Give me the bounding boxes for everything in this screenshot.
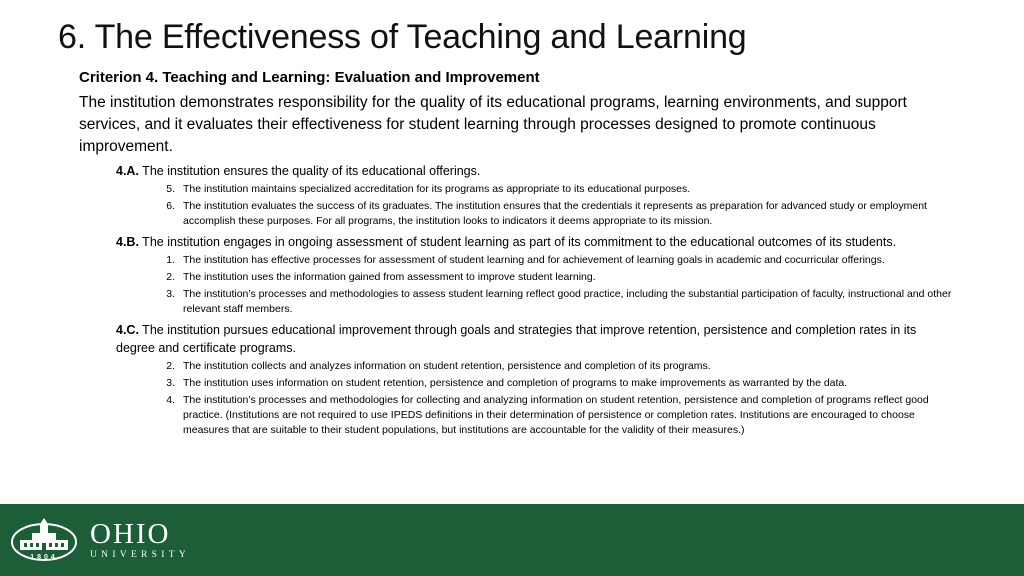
brand-name: OHIO (90, 518, 171, 550)
list-item (166, 270, 958, 285)
item-number: 2. (166, 360, 175, 372)
section-4a (116, 162, 926, 180)
item-number: 6. (166, 200, 175, 212)
item-number: 2. (166, 271, 175, 283)
logo-year: 1804 (30, 554, 58, 561)
item-text: The institution evaluates the success of its graduates. The institution ensures that the credentials it represents as preparation for advanced study or employment accomplish these purposes. For all programs, the institution looks to indicators it deems appropriate to its mission. (183, 200, 927, 227)
item-text: The institution uses information on student retention, persistence and completion of programs to make improvements as warranted by the data. (183, 377, 848, 389)
list-item (166, 182, 958, 197)
list-item (166, 376, 958, 391)
item-text: The institution’s processes and methodologies for collecting and analyzing information on student retention, persistence and completion of programs reflect good practice. (Institutions are not required to use IPEDS definitions in their determination of persistence or completion rates. Institutions are encouraged to choose measures that are suitable to their student populations, but institutions are accountable for the validity of their measures.) (183, 394, 929, 436)
footer-bar (0, 504, 1024, 576)
item-text: The institution uses the information gained from assessment to improve student learning. (183, 271, 596, 283)
criterion-heading: Criterion 4. Teaching and Learning: Evaluation and Improvement (79, 69, 540, 86)
section-text: The institution ensures the quality of its educational offerings. (138, 164, 481, 178)
slide-title: 6. The Effectiveness of Teaching and Learning (58, 18, 747, 56)
cutler-hall-seal-icon (10, 518, 78, 562)
list-item (166, 253, 958, 268)
section-label: 4.B. (116, 235, 139, 249)
university-wordmark (90, 519, 190, 561)
ohio-university-logo (10, 518, 190, 562)
brand-sub: UNIVERSITY (90, 550, 190, 560)
section-text: The institution pursues educational improvement through goals and strategies that improve retention, persistence and completion rates in its degree and certificate programs. (116, 323, 917, 355)
item-text: The institution’s processes and methodologies to assess student learning reflect good practice, including the substantial participation of faculty, instructional and other relevant staff members. (183, 288, 952, 315)
item-text: The institution has effective processes for assessment of student learning and for achievement of learning goals in academic and cocurricular offerings. (183, 254, 885, 266)
item-number: 4. (166, 394, 175, 406)
slide-content (79, 68, 979, 440)
section-4b (116, 233, 926, 251)
criterion-intro: The institution demonstrates responsibility for the quality of its educational programs, learning environments, and support services, and it evaluates their effectiveness for student learning through processes designed to promote continuous improvement. (79, 94, 907, 155)
list-item (166, 359, 958, 374)
list-item (166, 287, 958, 317)
item-number: 3. (166, 288, 175, 300)
section-label: 4.C. (116, 323, 139, 337)
item-text: The institution maintains specialized accreditation for its programs as appropriate to its educational purposes. (183, 183, 691, 195)
list-item (166, 393, 958, 438)
section-text: The institution engages in ongoing assessment of student learning as part of its commitment to the educational outcomes of its students. (138, 235, 897, 249)
item-text: The institution collects and analyzes information on student retention, persistence and completion of its programs. (183, 360, 711, 372)
list-item (166, 199, 958, 229)
section-4c (116, 321, 926, 357)
section-label: 4.A. (116, 164, 139, 178)
item-number: 1. (166, 254, 175, 266)
item-number: 5. (166, 183, 175, 195)
item-number: 3. (166, 377, 175, 389)
